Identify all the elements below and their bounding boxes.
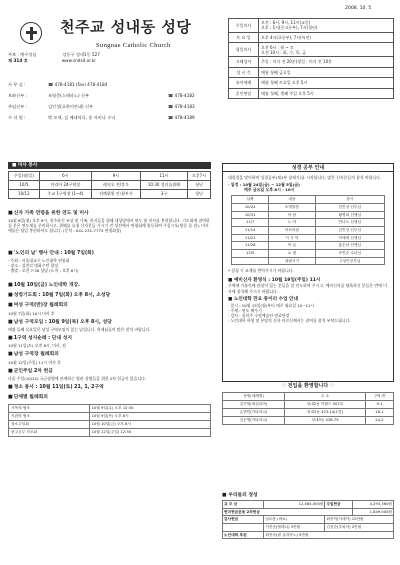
schedule-row: 성 시 간 매월 첫째 금요일 [229,67,394,78]
table-row: 중고등부 자모회 10월 12일(주일) 12:30 [9,428,211,436]
table-row: 11/28 야 곱 홍순남 선생님 [232,242,385,250]
offerings-section [222,493,394,539]
table-row: 손귀인(가타리나) 성내3동 423-14(1층) 18-1 [223,408,394,416]
table-row: 청소주일회 10월 10일(금) 오후 8시 [9,420,211,428]
table-row: 이종준(엘레나) 3만원 김천순(루치아) 2만원 [223,524,394,532]
church-address: 강동구 성내1동 527 [62,52,100,57]
welcome-table: 성명(세례명) 주 소 구역-반 김기열(세실리아) 성내2동 이랜드 507호 9-1 손귀인(가타리나) 성내3동 423-14(1층) 18-1 김은영(카타리나) 성내3동 438-75 24-2 [222,392,394,425]
schedule-row: 고해성사 주일 : 미사 전 20분(평일 : 미사 전 10분 [229,57,394,68]
church-title: 천주교 성내동 성당 [60,18,192,36]
schedule-row: 평일미사 오전 6시 : 월 ~ 토 오전 10시 : 화, 수, 목, 금 [229,43,394,57]
dept-meeting-table [8,404,211,437]
table-row: 헌미헌금운동 2차헌금 1,849,000원 [223,508,394,516]
table-row: 10/12 주교 1구역장 (1~4) 전례위원 안내/부가 3구 청년 [9,190,211,199]
mass-table: 주일(월/일) 6시 9시 11시 오후7시 10/5 마리아 24구역장 레지오 전/후가 10:30 성녀를위해 청년 10/12 주교 1구역장 (1~4) 전례위원 안내/부가 3구 청년 [8,171,211,199]
schedule-row: 토 요 일 오후 4시(초등부), 7시(특전) [229,32,394,43]
schedule-row: 주일미사 오전 : 6시, 9시, 11시(교중) 오후 : 1시(중고등부), 7시(청년) [229,19,394,33]
table-row: 11/14 아브라함 김인성 신부님 [232,226,385,234]
table-row: 10/31 아 담 황영희 선생님 [232,211,385,219]
website-link[interactable]: www.sndsd.or.kr [61,58,97,64]
table-row: 감사헌금 남무용 (바로) 최종익(이데이) 10만원 [223,516,394,524]
mass-service-section [8,162,211,199]
senior-class-heading: ■ 노인대학 만요 통이리 수업 안내 [228,296,299,302]
staff-row: 주임신부 : 김인성(요한비안네) 신부 ☎ 478-4183 [8,103,195,109]
notice-memorial-mass: ■신자 가족 연령을 위한 연도 및 미사 10월 6일(월) 오후 8시, 천주하신 조상 및 가족, 친지들을 위해 대성당에서 연도 및 미사를 봉헌합니다. 기도회에 참여하실 분은 연도제를 준비하시고, 위해를 요청 신자분들 가시기 전 성전에서 연령회에 합동하여 주십시오(방문 물 권). 미사예물은 당일 봉헌하셔도 됩니다. (문의 : 041-231-7775 연령회장) [8,210,210,234]
issue-number: 제 314 호 [8,58,28,64]
offerings-table [222,500,394,539]
table-row: 노인대학 후원 최종숙(펄 실리아노) 5만원 [223,531,394,539]
table-row: 기관의 협조 10월 9일(목) 오후 8시 [9,412,211,420]
table-row: 11/7 노 아 안나도 선생님 [232,219,385,227]
issue-date: 2008. 10. 5 [345,6,372,11]
staff-row: 수 녀 원 : 박 모세, 김 베네딕다, 송 사비나 수녀 ☎ 478-4189 [8,114,195,120]
table-row: 10/5 마리아 24구역장 레지오 전/후가 10:30 성녀를위해 청년 [9,181,211,190]
table-row: 12/5 요 셉 송인순 수녀님 [232,250,385,258]
table-row: 김은영(카타리나) 성내3동 438-75 24-2 [223,416,394,424]
offerings-heading: ■ 우리들의 정성 [222,493,258,498]
bible-study-section: 대림절을 맞이하여 성경공부(제1부 창세기)를 시작합니다. 많은 신자분들의 참석 바랍니다. · 일정 : 10월 24일(금) ~ 12월 5일(금) 매주 금요일 오후 8시 - 10시 날짜 내용 강사 10/24 소개말씀 김인성 신부님 10/31 아 담 황영희 선생님 11/7 노 아 안나도 선생님 11/14 아브라함 김인성 신부님 11/21 이 사 악 이에에 선생님 11/28 야 곱 홍순남 선생님 12/5 요 셉 송인순 수녀님 대림시기 주성인신부님 * 성경 시 교재를 받아가시기 바랍니다. ■ 예비신자 환영식 : 10월 19일(주일) 11시 주역에 가톨릭에 관심이 있는 분들을 잘 인도하여 주시고, 예비신자를 양육하신 분들은 반에 미사에 참석해 주시기 바랍니다. ■ 노인대학 만요 통이리 수업 안내 · 일시 : 10월 15일(월)부터 매주 월요일 10~11시 · 주제 : 연도 배우기 · 강사 : 심희주 구원예술단 연료단장 · 노인대학 학생 및 본당의 신자 어르신께서는 참여를 참석 부탁드립니다. [222,172,394,382]
table-row: 김기열(세실리아) 성내2동 이랜드 507호 9-1 [223,400,394,408]
staff-row: 보좌신부 : 조영준(스테파노) 신부 ☎ 478-4182 [8,92,195,98]
patron-saint: 주보 : 예수성심 [8,52,37,57]
catechumen-heading: ■ 예비신자 환영식 : 10월 19일(주일) 11시 [228,277,321,283]
staff-list [8,79,218,123]
table-row: 교 무 금 12,584,000원 주일헌금 4,293,360원 [223,501,394,509]
office-label: 사 무 실 : [8,81,26,87]
welcome-section [222,383,394,425]
mass-service-heading: ■ 미사 봉사 [8,162,211,169]
schedule-table [228,18,394,99]
bible-study-table: 날짜 내용 강사 10/24 소개말씀 김인성 신부님 10/31 아 담 황영희 선생님 11/7 노 아 안나도 선생님 11/14 아브라함 김인성 신부님 11/21 이 사 악 이에에 선생님 11/28 야 곱 홍순남 선생님 12/5 요 셉 송인순 수녀님 대림시기 주성인신부님 [231,195,385,265]
table-row: 대림시기 주성인신부님 [232,257,385,265]
cross-logo-icon [20,22,42,44]
welcome-heading: ♡ 전입을 환영합니다 ♡ [281,383,335,389]
table-row: 11/21 이 사 악 이에에 선생님 [232,234,385,242]
table-row: 10/24 소개말씀 김인성 신부님 [232,203,385,211]
bible-study-heading: 성경 공부 안내 [222,163,394,172]
notice-list: ■10월 10일(금) 노인대학 개강. ■성령기도회 : 10월 7일(화) 오후 8시, 소성당 ■여성 구역(반)장 월례회의 10월 7일(화) 10시 미사 후 ■남성 구역모임 : 10월 9일(목) 오후 8시, 성당 매월 둘째 목요일은 남성 구역모임이 있는 날입니다. 형제님들의 많은 참석 바랍니다. ■1구역 성지순례 : 단내 성지 10월 11일(토) 오전 8시, 미사, 점 ■남성 구역장 월례회의 10월 12일(주일) 11시 미사 후 ■군인주일 2차 헌금 다음 주일(10/12) 국군장병에 관계하는 영관 장병들을 위한 2차 헌금이 있습니다. ■정소 봉사 : 10월 11일(토) 21, 1, 2구역 ■단체별 월례회의 사목의 협조 10월 9일(수) 오후 12:30 기관의 협조 10월 9일(목) 오후 8시 청소주일회 10월 10일(금) 오후 8시 중고등부 자모회 10월 12일(주일) 12:30 [8,282,211,437]
schedule-row: 혼인면담 매월 첫째, 셋째 주일 오후 5시 [229,88,394,99]
notice-seniors-day: ■'노인의 날' 행사 안내 : 10월 7일(화) · 주최 : 서울대교구 노인대학 연합회 · 장소 : 성전각 명화수련 광장 · 출발 : 오전 7:30 성당 (도착 : 오후 6시) [8,250,94,274]
schedule-row: 유아세례 매월 첫째 토요일 오후 5시 [229,78,394,89]
church-info [8,52,208,64]
church-subtitle: Sungnae Catholic Church [96,42,171,49]
table-row: 사목의 협조 10월 9일(수) 오후 12:30 [9,404,211,412]
office-phone: ☎ 478-4181 (fax) 478-4184 [48,81,108,87]
